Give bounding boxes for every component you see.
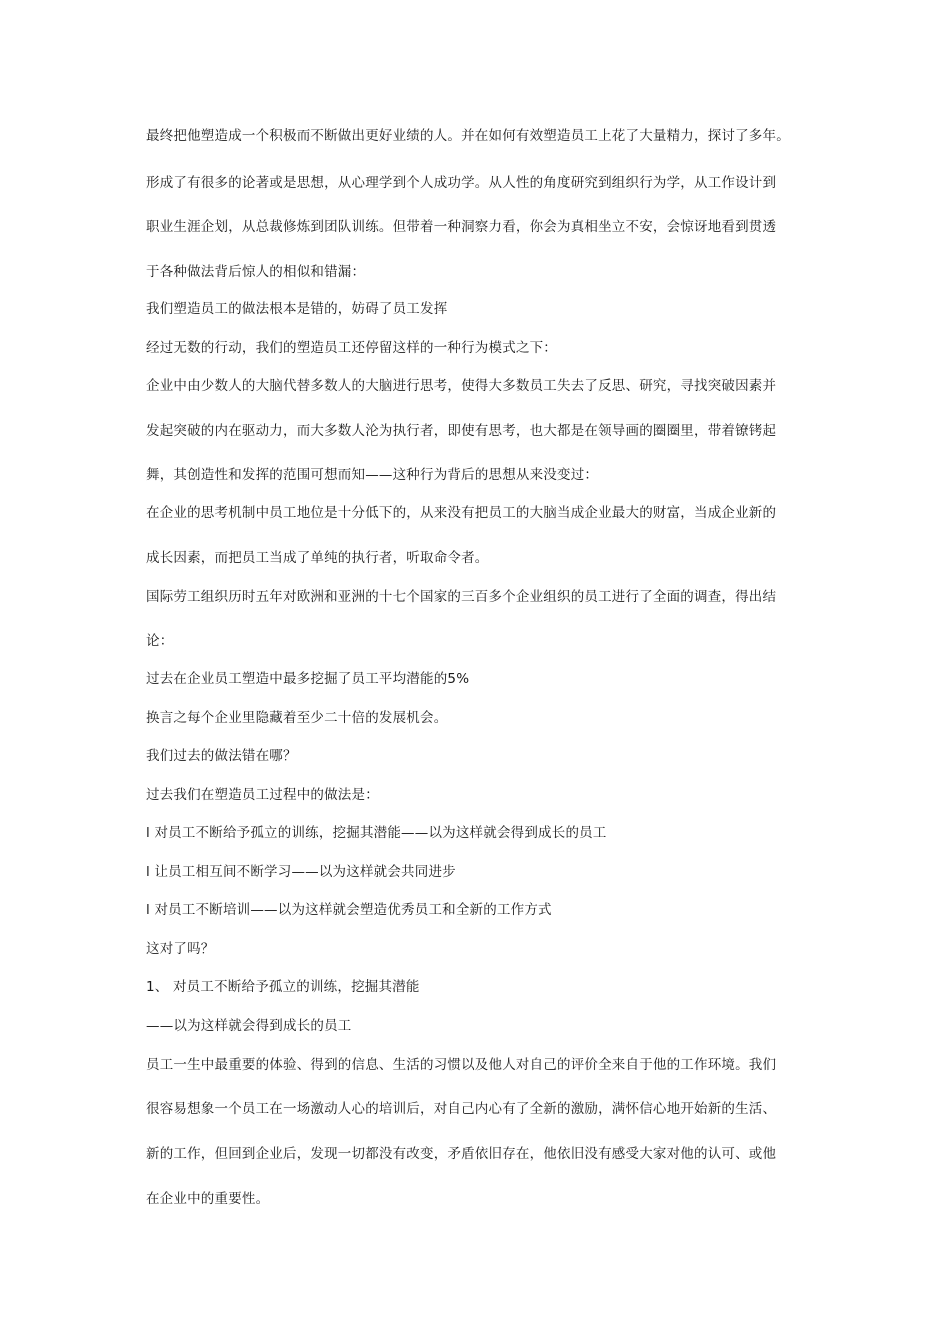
paragraph-line: 过去我们在塑造员工过程中的做法是： xyxy=(146,787,379,803)
paragraph-line: 在企业的思考机制中员工地位是十分低下的，从来没有把员工的大脑当成企业最大的财富，当成企业新的 xyxy=(146,505,777,521)
bullet-item: l 对员工不断给予孤立的训练，挖掘其潜能——以为这样就会得到成长的员工 xyxy=(146,825,607,841)
paragraph-line: 职业生涯企划，从总裁修炼到团队训练。但带着一种洞察力看，你会为真相坐立不安，会惊讶地看到贯透 xyxy=(146,219,777,235)
paragraph-line: ——以为这样就会得到成长的员工 xyxy=(146,1018,352,1034)
paragraph-line: 于各种做法背后惊人的相似和错漏： xyxy=(146,264,366,280)
paragraph-line: 舞，其创造性和发挥的范围可想而知——这种行为背后的思想从来没变过： xyxy=(146,467,599,483)
paragraph-line: 我们塑造员工的做法根本是错的，妨碍了员工发挥 xyxy=(146,301,448,317)
paragraph-line: 企业中由少数人的大脑代替多数人的大脑进行思考，使得大多数员工失去了反思、研究，寻找突破因素并 xyxy=(146,378,777,394)
paragraph-line: 经过无数的行动，我们的塑造员工还停留这样的一种行为模式之下： xyxy=(146,340,557,356)
paragraph-line: 论： xyxy=(146,633,174,649)
paragraph-line: 形成了有很多的论著或是思想，从心理学到个人成功学。从人性的角度研究到组织行为学，从工作设计到 xyxy=(146,175,777,191)
section-question: 我们过去的做法错在哪？ xyxy=(146,748,297,764)
paragraph-line: 过去在企业员工塑造中最多挖掘了员工平均潜能的5% xyxy=(146,671,470,687)
bullet-item: l 对员工不断培训——以为这样就会塑造优秀员工和全新的工作方式 xyxy=(146,902,552,918)
paragraph-line: 新的工作，但回到企业后，发现一切都没有改变，矛盾依旧存在，他依旧没有感受大家对他的认可、或他 xyxy=(146,1146,777,1162)
paragraph-line: 发起突破的内在驱动力，而大多数人沦为执行者，即使有思考，也大都是在领导画的圈圈里，带着镣铐起 xyxy=(146,423,777,439)
paragraph-line: 员工一生中最重要的体验、得到的信息、生活的习惯以及他人对自己的评价全来自于他的工作环境。我们 xyxy=(146,1057,777,1073)
paragraph-line: 成长因素，而把员工当成了单纯的执行者，听取命令者。 xyxy=(146,550,489,566)
bullet-item: l 让员工相互间不断学习——以为这样就会共同进步 xyxy=(146,864,456,880)
paragraph-line: 在企业中的重要性。 xyxy=(146,1191,270,1207)
numbered-heading: 1、 对员工不断给予孤立的训练，挖掘其潜能 xyxy=(146,979,420,995)
paragraph-line: 国际劳工组织历时五年对欧洲和亚洲的十七个国家的三百多个企业组织的员工进行了全面的调查，得出结 xyxy=(146,589,777,605)
paragraph-line: 很容易想象一个员工在一场激动人心的培训后，对自己内心有了全新的激励，满怀信心地开始新的生活、 xyxy=(146,1101,777,1117)
paragraph-line: 最终把他塑造成一个积极而不断做出更好业绩的人。并在如何有效塑造员工上花了大量精力，探讨了多年。 xyxy=(146,128,790,144)
paragraph-line: 换言之每个企业里隐藏着至少二十倍的发展机会。 xyxy=(146,710,448,726)
paragraph-line: 这对了吗？ xyxy=(146,941,215,957)
